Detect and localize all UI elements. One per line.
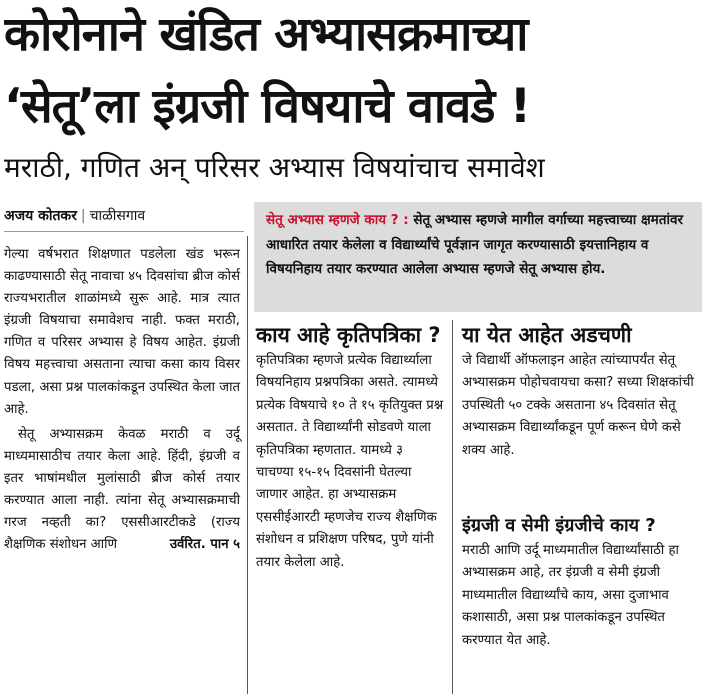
section-worksheet-text: कृतिपत्रिका म्हणजे प्रत्येक विद्यार्थ्याला विषयनिहाय प्रश्नपत्रिका असते. त्यामध्ये प्रत्येक विषयाचे १० ते १५ कृतियुक्त प्रश्न असतात. ते विद्यार्थ्यांनी सोडवणे याला कृतिपत्रिका म्हणतात. यामध्ये ३ चाचण्या १५-१५ दिवसांनी घेतल्या जाणार आहेत. हा अभ्यासक्रम एससीईआरटी म्हणजेच राज्य शैक्षणिक संशोधन व प्रशिक्षण परिषद, पुणे यांनी तयार केलेला आहे. <box>256 353 444 570</box>
byline-author: अजय कोतकर <box>4 208 77 224</box>
byline <box>4 202 244 232</box>
headline-line-1: कोरोनाने खंडित अभ्यासक्रमाच्या <box>4 7 528 62</box>
box-label: सेतू अभ्यास म्हणजे काय ? : <box>266 212 409 228</box>
section-difficulties <box>462 320 702 462</box>
column-divider-right <box>452 320 453 694</box>
headline <box>4 0 704 142</box>
section-worksheet <box>256 320 444 574</box>
main-story-para-1: गेल्या वर्षभरात शिक्षणात पडलेला खंड भरून काढण्यासाठी सेतू नावाचा ४५ दिवसांचा ब्रीज कोर्स राज्यभरातील शाळांमध्ये सुरू आहे. मात्र त्यात इंग्रजी विषयाचा समावेशच नाही. फक्त मराठी, गणित व परिसर अभ्यास हे विषय आहेत. इंग्रजी विषय महत्त्वाचा असताना त्याचा कसा काय विसर पडला, असा प्रश्न पालकांकडून उपस्थित केला जात आहे. <box>4 247 240 417</box>
setu-definition-box <box>254 202 702 312</box>
continued-marker: उर्वरित. पान ५ <box>169 537 240 553</box>
main-story-para-2 <box>4 424 240 557</box>
section-english <box>462 512 702 652</box>
box-text: सेतू अभ्यास म्हणजे मागील वर्गाच्या महत्त्वाच्या क्षमतांवर आधारित तयार केलेला व विद्यार्थ्यांचे पूर्वज्ञान जागृत करण्यासाठी इयत्तानिहाय व विषयनिहाय तयार करण्यात आलेला अभ्यास म्हणजे सेतू अभ्यास होय. <box>266 212 683 277</box>
headline-line-2: ‘सेतू’ला इंग्रजी विषयाचे वावडे ! <box>4 79 531 134</box>
main-story <box>4 244 240 556</box>
section-difficulties-text: जे विद्यार्थी ऑफलाइन आहेत त्यांच्यापर्यंत सेतू अभ्यासक्रम पोहोचवायचा कसा? सध्या शिक्षकांची उपस्थिती ५० टक्के असताना ४५ दिवसांत सेतू अभ्यासक्रम विद्यार्थ्यांकडून पूर्ण करून घेणे कसे शक्य आहे. <box>462 353 694 458</box>
subheadline: मराठी, गणित अन् परिसर अभ्यास विषयांचाच समावेश <box>4 151 545 184</box>
main-story-para-2-text: सेतू अभ्यासक्रम केवळ मराठी व उर्दू माध्यमासाठीच तयार केला आहे. हिंदी, इंग्रजी व इतर भाषांमधील मुलांसाठी ब्रीज कोर्स तयार करण्यात आला नाही. त्यांना सेतू अभ्यासक्रमाची गरज नव्हती का? एससीआरटीकडे (राज्य शैक्षणिक संशोधन आणि <box>4 426 240 553</box>
section-worksheet-title: काय आहे कृतिपत्रिका ? <box>256 323 441 347</box>
section-english-title: इंग्रजी व सेमी इंग्रजीचे काय ? <box>462 515 656 536</box>
section-english-text: मराठी आणि उर्दू माध्यमातील विद्यार्थ्यांसाठी हा अभ्यासक्रम आहे, तर इंग्रजी व सेमी इंग्रजी माध्यमातील विद्यार्थ्यांचे काय, असा दुजाभाव कशासाठी, असा प्रश्न पालकांकडून उपस्थित करण्यात येत आहे. <box>462 543 679 648</box>
byline-location: चाळीसगाव <box>89 208 146 224</box>
section-difficulties-title: या येत आहेत अडचणी <box>462 323 632 347</box>
column-divider-left <box>247 236 248 694</box>
byline-separator: | <box>80 208 86 224</box>
